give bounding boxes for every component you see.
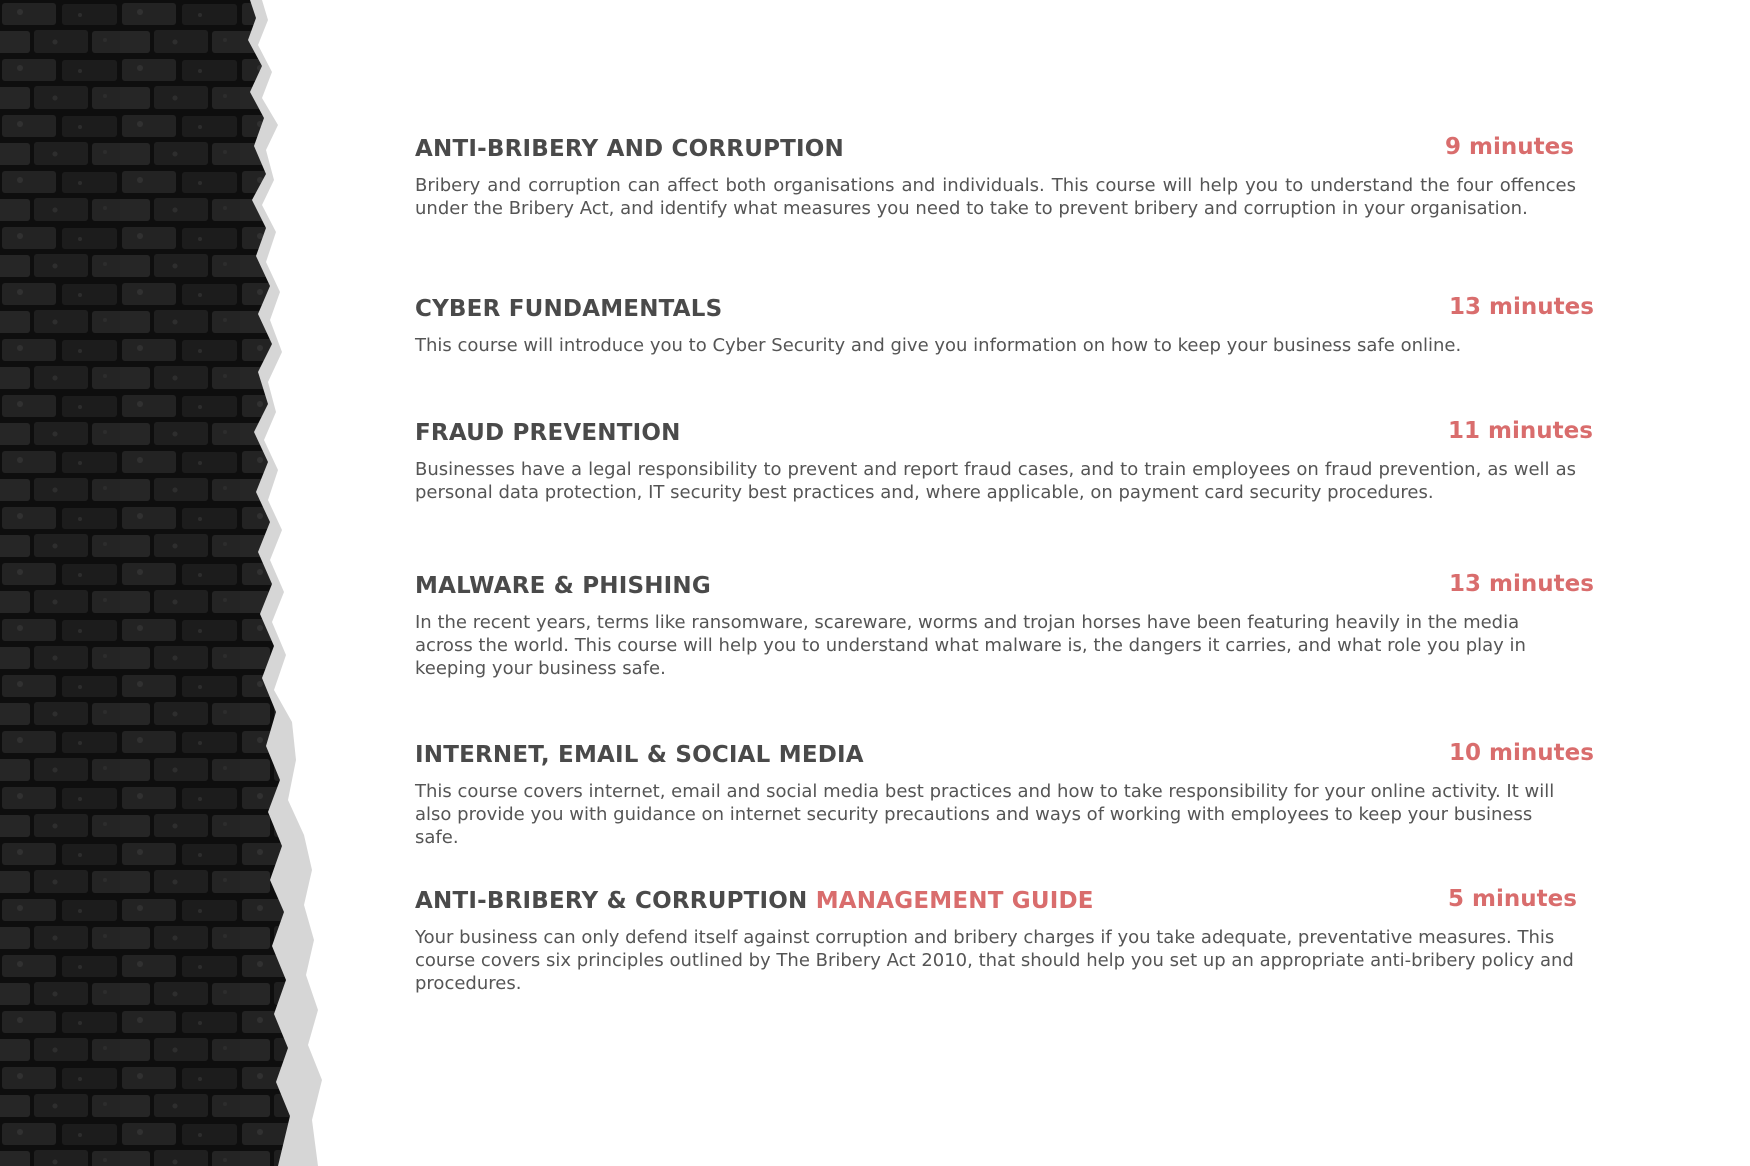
course-description: In the recent years, terms like ransomware, scareware, worms and trojan horses have been featuring heavily in the media across the world. This course will help you to understand what malware is, the dangers it carries, and what role you play in keeping your business safe. [415, 612, 1526, 679]
course-title: CYBER FUNDAMENTALS [415, 296, 723, 322]
course-item-malware-phishing [415, 571, 1594, 680]
brick-wall [0, 0, 290, 1166]
course-duration: 13 minutes [1449, 294, 1594, 320]
course-description: Businesses have a legal responsibility to prevent and report fraud cases, and to train employees on fraud prevention, as well as personal data protection, IT security best practices and, where applicable, on payment card security procedures. [415, 459, 1576, 503]
course-duration: 9 minutes [1445, 134, 1574, 160]
course-item-cyber-fundamentals [415, 294, 1594, 357]
course-item-management-guide [415, 888, 1576, 995]
course-item-fraud-prevention [415, 418, 1593, 504]
course-duration: 10 minutes [1449, 740, 1594, 766]
course-duration: 11 minutes [1448, 418, 1593, 444]
course-description: Your business can only defend itself against corruption and bribery charges if you take adequate, preventative measures. This course covers six principles outlined by The Bribery Act 2010, that should help you set up an appropriate anti-bribery policy and procedures. [415, 927, 1574, 994]
torn-brick-wall-decoration [0, 0, 340, 1166]
course-title: FRAUD PREVENTION [415, 420, 681, 446]
course-item-internet-email-social [415, 740, 1594, 849]
course-description: Bribery and corruption can affect both organisations and individuals. This course will help you to understand the four offences under the Bribery Act, and identify what measures you need to take to prevent bribery and corruption in your organisation. [415, 175, 1576, 219]
course-title: INTERNET, EMAIL & SOCIAL MEDIA [415, 742, 864, 768]
course-item-anti-bribery [415, 136, 1576, 220]
course-title-main: ANTI-BRIBERY & CORRUPTION [415, 888, 808, 914]
course-description: This course covers internet, email and social media best practices and how to take responsibility for your online activity. It will also provide you with guidance on internet security precautions and ways of working with employees to keep your business safe. [415, 781, 1555, 848]
course-title-accent: MANAGEMENT GUIDE [815, 888, 1094, 914]
course-duration: 13 minutes [1449, 571, 1594, 597]
course-title [415, 888, 1094, 914]
course-title: MALWARE & PHISHING [415, 573, 711, 599]
course-duration: 5 minutes [1448, 886, 1577, 912]
course-description: This course will introduce you to Cyber Security and give you information on how to keep your business safe online. [415, 335, 1462, 356]
course-title: ANTI-BRIBERY AND CORRUPTION [415, 136, 844, 162]
